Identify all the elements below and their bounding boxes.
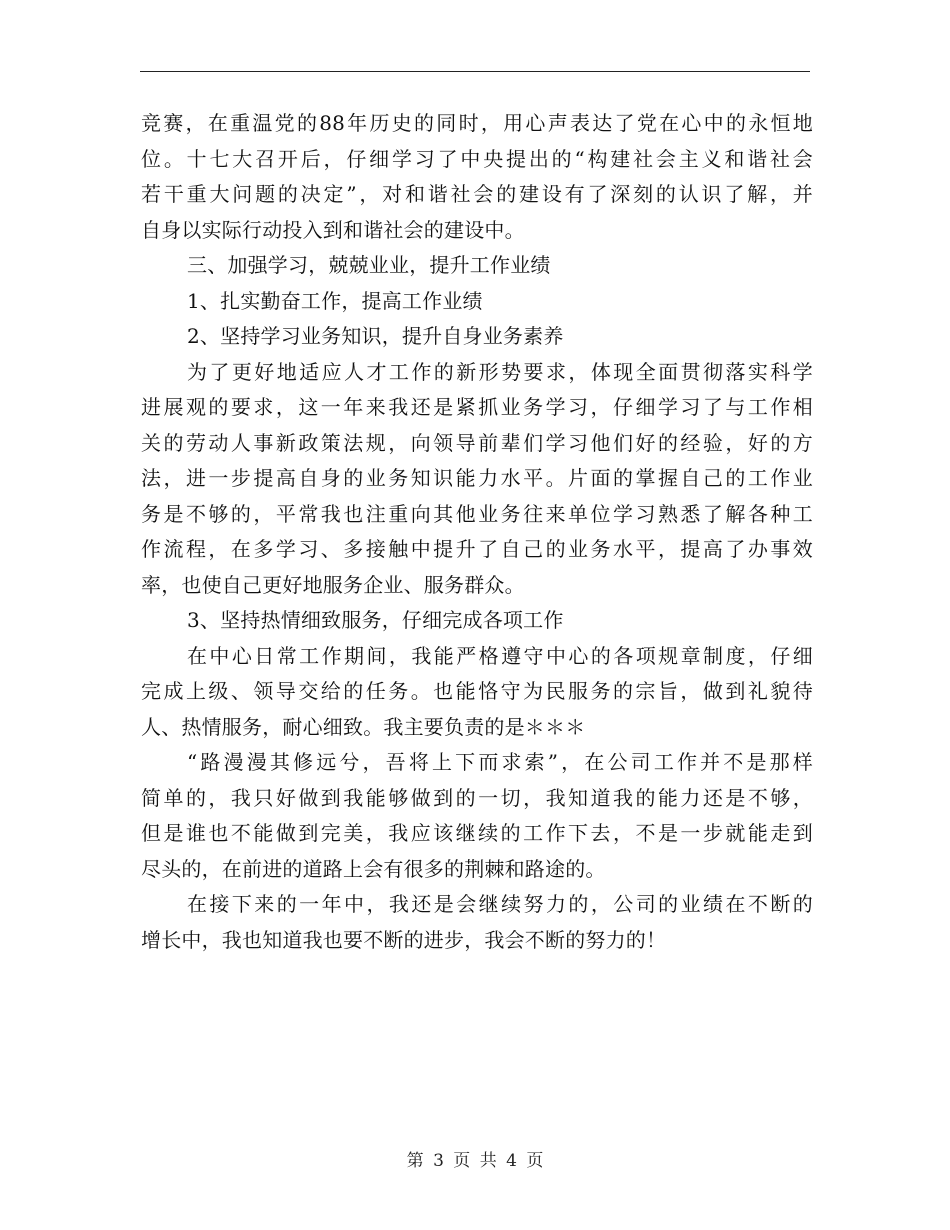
text-line: 法，进一步提高自身的业务知识能力水平。片面的掌握自己的工作业 bbox=[141, 466, 813, 490]
text-line: 为了更好地适应人才工作的新形势要求，体现全面贯彻落实科学 bbox=[187, 359, 813, 384]
text-line: 增长中，我也知道我也要不断的进步，我会不断的努力的！ bbox=[141, 927, 667, 952]
text-line: 在中心日常工作期间，我能严格遵守中心的各项规章制度，仔细 bbox=[187, 643, 813, 668]
text-line: 进展观的要求，这一年来我还是紧抓业务学习，仔细学习了与工作相 bbox=[141, 395, 813, 419]
text-line: 完成上级、领导交给的任务。也能恪守为民服务的宗旨，做到礼貌待 bbox=[141, 679, 813, 703]
text-line: 务是不够的，平常我也注重向其他业务往来单位学习熟悉了解各种工 bbox=[141, 501, 813, 526]
text-line: 人、热情服务，耐心细致。我主要负责的是＊＊＊ bbox=[141, 714, 586, 739]
text-line: 自身以实际行动投入到和谐社会的建设中。 bbox=[141, 217, 525, 242]
text-line: 若干重大问题的决定”，对和谐社会的建设有了深刻的认识了解，并 bbox=[141, 182, 813, 206]
text-line: 位。十七大召开后，仔细学习了中央提出的“构建社会主义和谐社会 bbox=[141, 146, 813, 171]
text-line: 作流程，在多学习、多接触中提升了自己的业务水平，提高了办事效 bbox=[141, 537, 813, 561]
text-line: 率，也使自己更好地服务企业、服务群众。 bbox=[141, 572, 525, 597]
text-line: 在接下来的一年中，我还是会继续努力的，公司的业绩在不断的 bbox=[187, 892, 813, 916]
text-line: “路漫漫其修远兮，吾将上下而求索”，在公司工作并不是那样 bbox=[187, 750, 813, 774]
text-line: 关的劳动人事新政策法规，向领导前辈们学习他们好的经验，好的方 bbox=[141, 430, 813, 455]
subsection-heading: 1、扎实勤奋工作，提高工作业绩 bbox=[187, 288, 483, 313]
section-heading: 三、加强学习，兢兢业业，提升工作业绩 bbox=[187, 253, 551, 277]
text-line: 但是谁也不能做到完美，我应该继续的工作下去，不是一步就能走到 bbox=[141, 821, 813, 845]
text-line: 简单的，我只好做到我能够做到的一切，我知道我的能力还是不够， bbox=[141, 785, 813, 810]
subsection-heading: 2、坚持学习业务知识，提升自身业务素养 bbox=[187, 324, 564, 348]
page-number: 第 3 页 共 4 页 bbox=[406, 1151, 544, 1171]
document-body bbox=[141, 106, 813, 958]
text-line: 竞赛，在重温党的88年历史的同时，用心声表达了党在心中的永恒地 bbox=[141, 111, 813, 135]
header-rule bbox=[140, 71, 810, 72]
subsection-heading: 3、坚持热情细致服务，仔细完成各项工作 bbox=[187, 608, 564, 632]
text-line: 尽头的，在前进的道路上会有很多的荆棘和路途的。 bbox=[141, 856, 606, 881]
